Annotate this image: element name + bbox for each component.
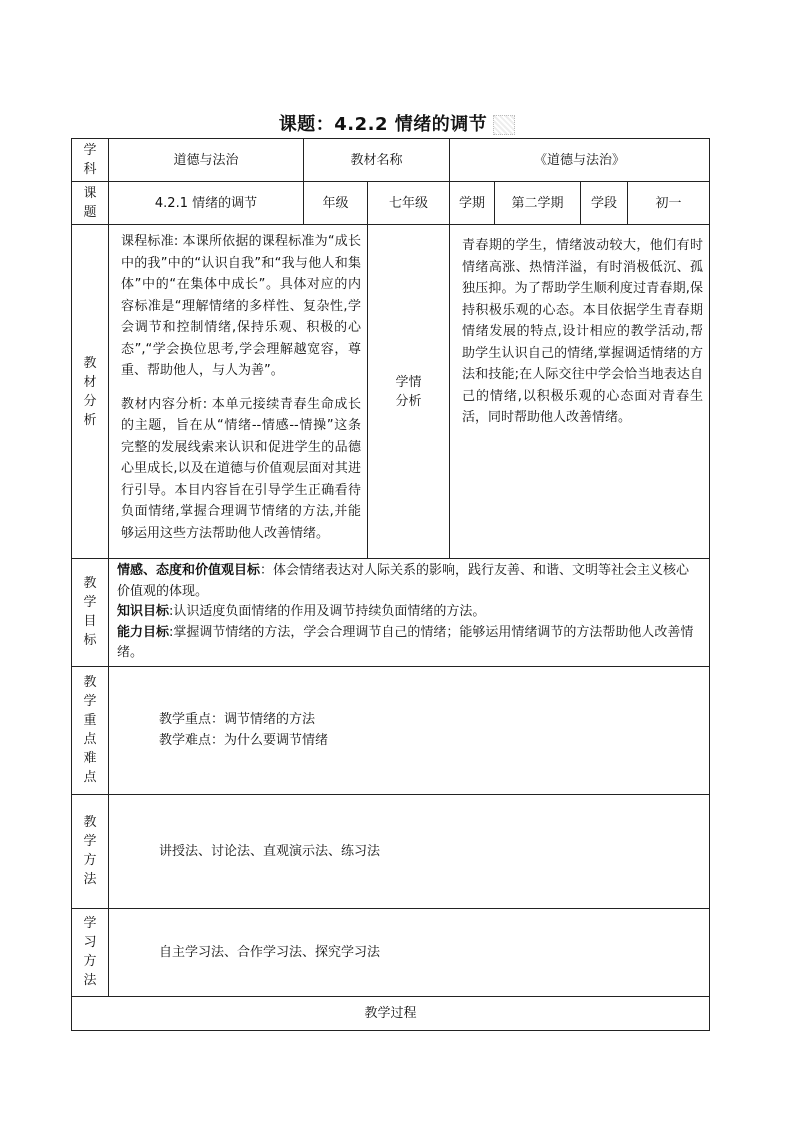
subject-value: 道德与法治 [109, 139, 304, 182]
stage-value: 初一 [628, 182, 710, 225]
goal-knowledge: 知识目标:认识适度负面情绪的作用及调节持续负面情绪的方法。 [117, 604, 486, 619]
stage-label: 学段 [581, 182, 628, 225]
term-label: 学期 [450, 182, 495, 225]
textbook-analysis [109, 225, 368, 559]
teaching-methods: 讲授法、讨论法、直观演示法、练习法 [109, 794, 710, 908]
page-title [0, 110, 794, 136]
grade-value: 七年级 [368, 182, 450, 225]
goals-label: 教 学 目 标 [72, 559, 109, 667]
lesson-label: 课 题 [72, 182, 109, 225]
keypoints-content [109, 666, 710, 794]
learning-label: 学 习 方 法 [72, 908, 109, 996]
stamp-icon [493, 115, 515, 135]
goal-attitude: 情感、态度和价值观目标：体会情绪表达对人际关系的影响，践行友善、和谐、文明等社会主义核心价值观的体现。 [117, 563, 690, 599]
subject-label: 学 科 [72, 139, 109, 182]
keypoints-label: 教 学 重 点 难 点 [72, 666, 109, 794]
teaching-process-header: 教学过程 [72, 996, 710, 1030]
title-text: 课题：4.2.2 情绪的调节 [278, 114, 488, 135]
lesson-plan-table [71, 138, 710, 1031]
student-analysis-label: 学情 分析 [368, 225, 450, 559]
learning-methods: 自主学习法、合作学习法、探究学习法 [109, 908, 710, 996]
curriculum-standard: 课程标准: 本课所依据的课程标准为“成长中的我”中的“认识自我”和“我与他人和集体”中的“在集体中成长”。具体对应的内容标准是“理解情绪的多样性、复杂性,学会调节和控制情绪,保持乐观、积极的心态”,“学会换位思考,学会理解越宽容，尊重、帮助他人，与人为善”。 [121, 234, 361, 378]
goal-ability: 能力目标:掌握调节情绪的方法，学会合理调节自己的情绪；能够运用情绪调节的方法帮助他人改善情绪。 [117, 624, 694, 660]
difficult-point: 教学难点：为什么要调节情绪 [159, 733, 329, 748]
methods-label: 教 学 方 法 [72, 794, 109, 908]
term-value: 第二学期 [495, 182, 581, 225]
grade-label: 年级 [304, 182, 368, 225]
textbook-label: 教材名称 [304, 139, 450, 182]
textbook-value: 《道德与法治》 [450, 139, 710, 182]
analysis-label: 教 材 分 析 [72, 225, 109, 559]
student-analysis: 青春期的学生，情绪波动较大，他们有时情绪高涨、热情洋溢，有时消极低沉、孤独压抑。为了帮助学生顺利度过青春期,保持积极乐观的心态。本目依据学生青春期情绪发展的特点,设计相应的教学活动,帮助学生认识自己的情绪,掌握调适情绪的方法和技能;在人际交往中学会恰当地表达自己的情绪,以积极乐观的心态面对青春生活，同时帮助他人改善情绪。 [450, 225, 710, 559]
content-analysis: 教材内容分析: 本单元接续青春生命成长的主题，旨在从“情绪--情感--情操”这条完整的发展线索来认识和促进学生的品德心里成长,以及在道德与价值观层面对其进行引导。本目内容旨在引导学生正确看待负面情绪,掌握合理调节情绪的方法,并能够运用这些方法帮助他人改善情绪。 [121, 396, 361, 541]
teaching-goals [109, 559, 710, 667]
lesson-value: 4.2.1 情绪的调节 [109, 182, 304, 225]
key-point: 教学重点：调节情绪的方法 [159, 712, 316, 727]
